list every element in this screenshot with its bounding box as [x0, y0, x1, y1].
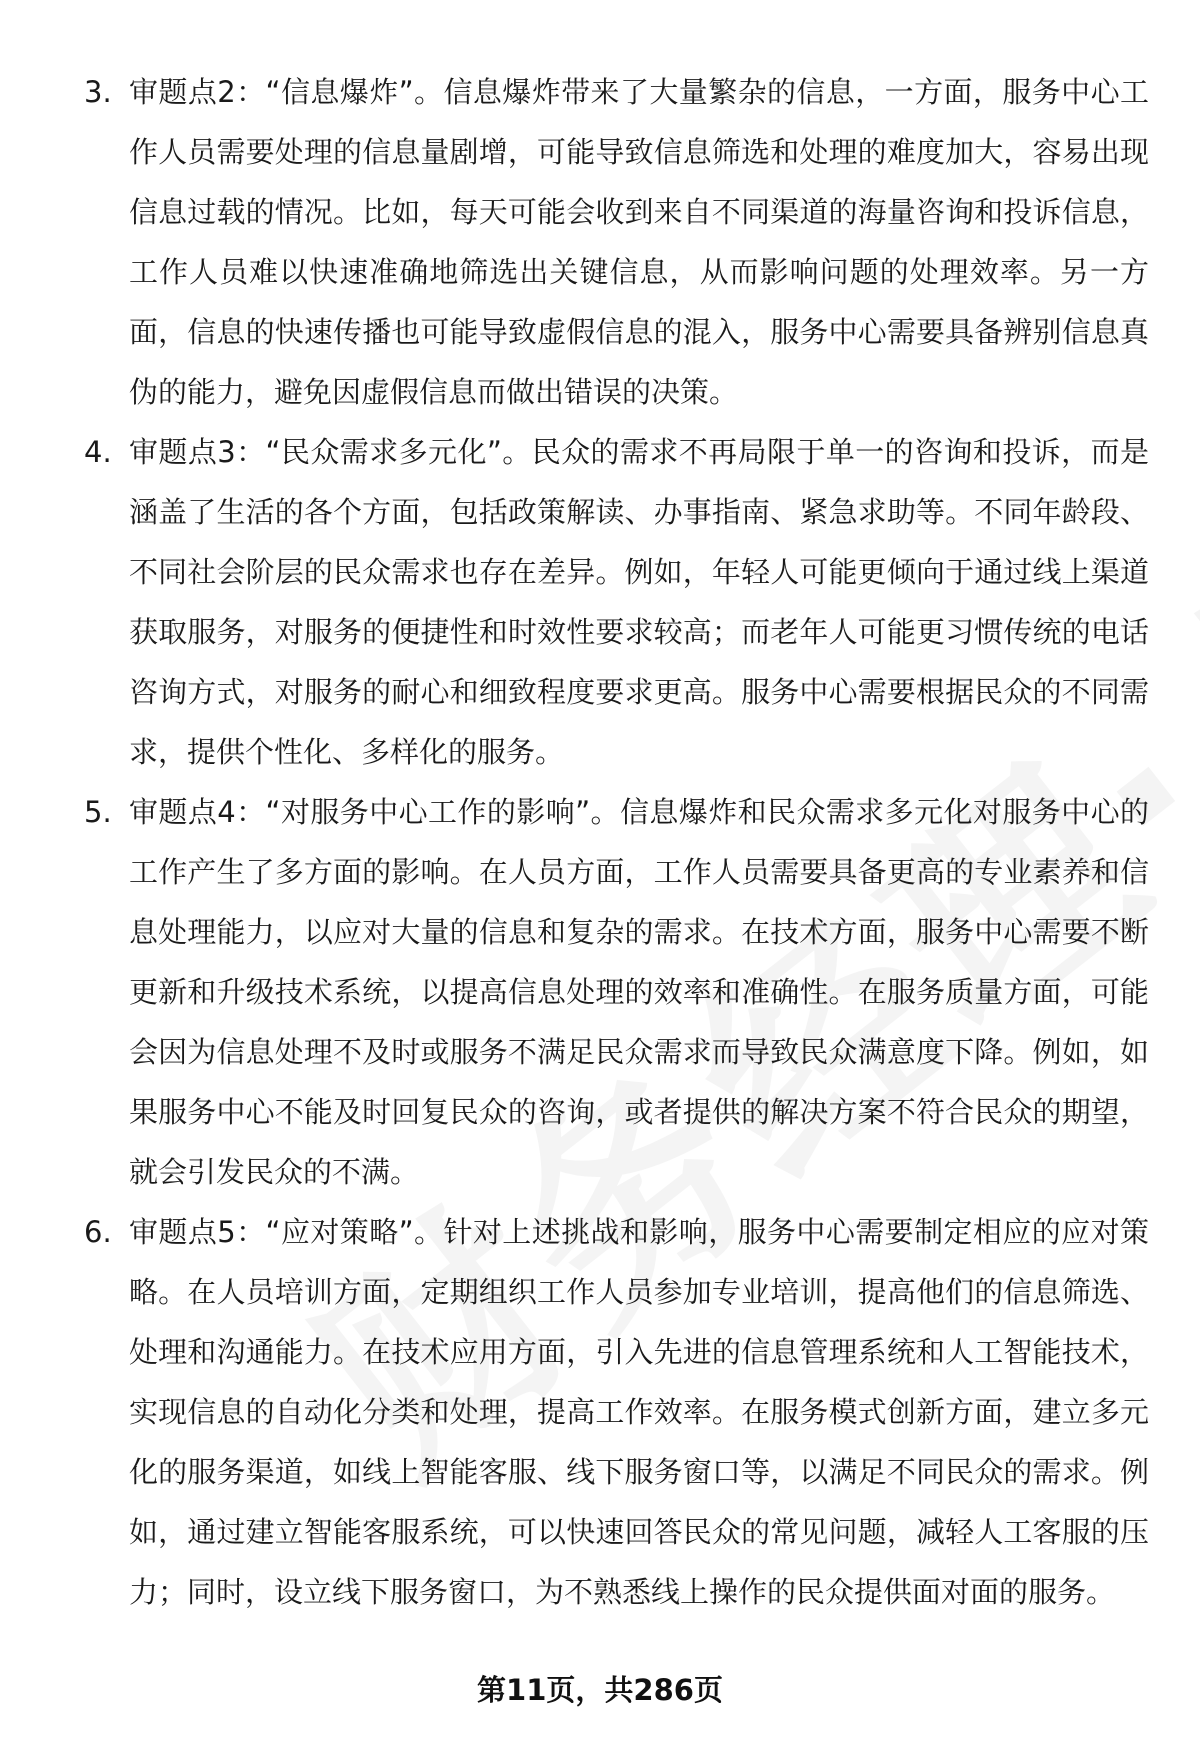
item-number: 5. — [84, 795, 112, 829]
list-item — [0, 782, 1200, 1202]
page-number: 第11页，共286页 — [477, 1673, 723, 1707]
item-number: 3. — [84, 75, 112, 109]
item-text: 审题点3：“民众需求多元化”。民众的需求不再局限于单一的咨询和投诉，而是涵盖了生活的各个方面，包括政策解读、办事指南、紧急求助等。不同年龄段、不同社会阶层的民众需求也存在差异。例如，年轻人可能更倾向于通过线上渠道获取服务，对服务的便捷性和时效性要求较高；而老年人可能更习惯传统的电话咨询方式，对服务的耐心和细致程度要求更高。服务中心需要根据民众的不同需求，提供个性化、多样化的服务。 — [129, 435, 1150, 769]
item-number: 4. — [84, 435, 112, 469]
item-text: 审题点2：“信息爆炸”。信息爆炸带来了大量繁杂的信息，一方面，服务中心工作人员需要处理的信息量剧增，可能导致信息筛选和处理的难度加大，容易出现信息过载的情况。比如，每天可能会收到来自不同渠道的海量咨询和投诉信息，工作人员难以快速准确地筛选出关键信息，从而影响问题的处理效率。另一方面，信息的快速传播也可能导致虚假信息的混入，服务中心需要具备辨别信息真伪的能力，避免因虚假信息而做出错误的决策。 — [129, 75, 1149, 409]
item-number: 6. — [84, 1215, 112, 1249]
item-text: 审题点4：“对服务中心工作的影响”。信息爆炸和民众需求多元化对服务中心的工作产生了多方面的影响。在人员方面，工作人员需要具备更高的专业素养和信息处理能力，以应对大量的信息和复杂的需求。在技术方面，服务中心需要不断更新和升级技术系统，以提高信息处理的效率和准确性。在服务质量方面，可能会因为信息处理不及时或服务不满足民众需求而导致民众满意度下降。例如，如果服务中心不能及时回复民众的咨询，或者提供的解决方案不符合民众的期望，就会引发民众的不满。 — [129, 795, 1149, 1189]
list-item — [0, 1202, 1200, 1622]
list-item — [0, 62, 1200, 422]
item-text: 审题点5：“应对策略”。针对上述挑战和影响，服务中心需要制定相应的应对策略。在人员培训方面，定期组织工作人员参加专业培训，提高他们的信息筛选、处理和沟通能力。在技术应用方面，引入先进的信息管理系统和人工智能技术，实现信息的自动化分类和处理，提高工作效率。在服务模式创新方面，建立多元化的服务渠道，如线上智能客服、线下服务窗口等，以满足不同民众的需求。例如，通过建立智能客服系统，可以快速回答民众的常见问题，减轻人工客服的压力；同时，设立线下服务窗口，为不熟悉线上操作的民众提供面对面的服务。 — [129, 1215, 1149, 1609]
analysis-points-list — [0, 62, 1200, 1622]
list-item — [0, 422, 1200, 782]
